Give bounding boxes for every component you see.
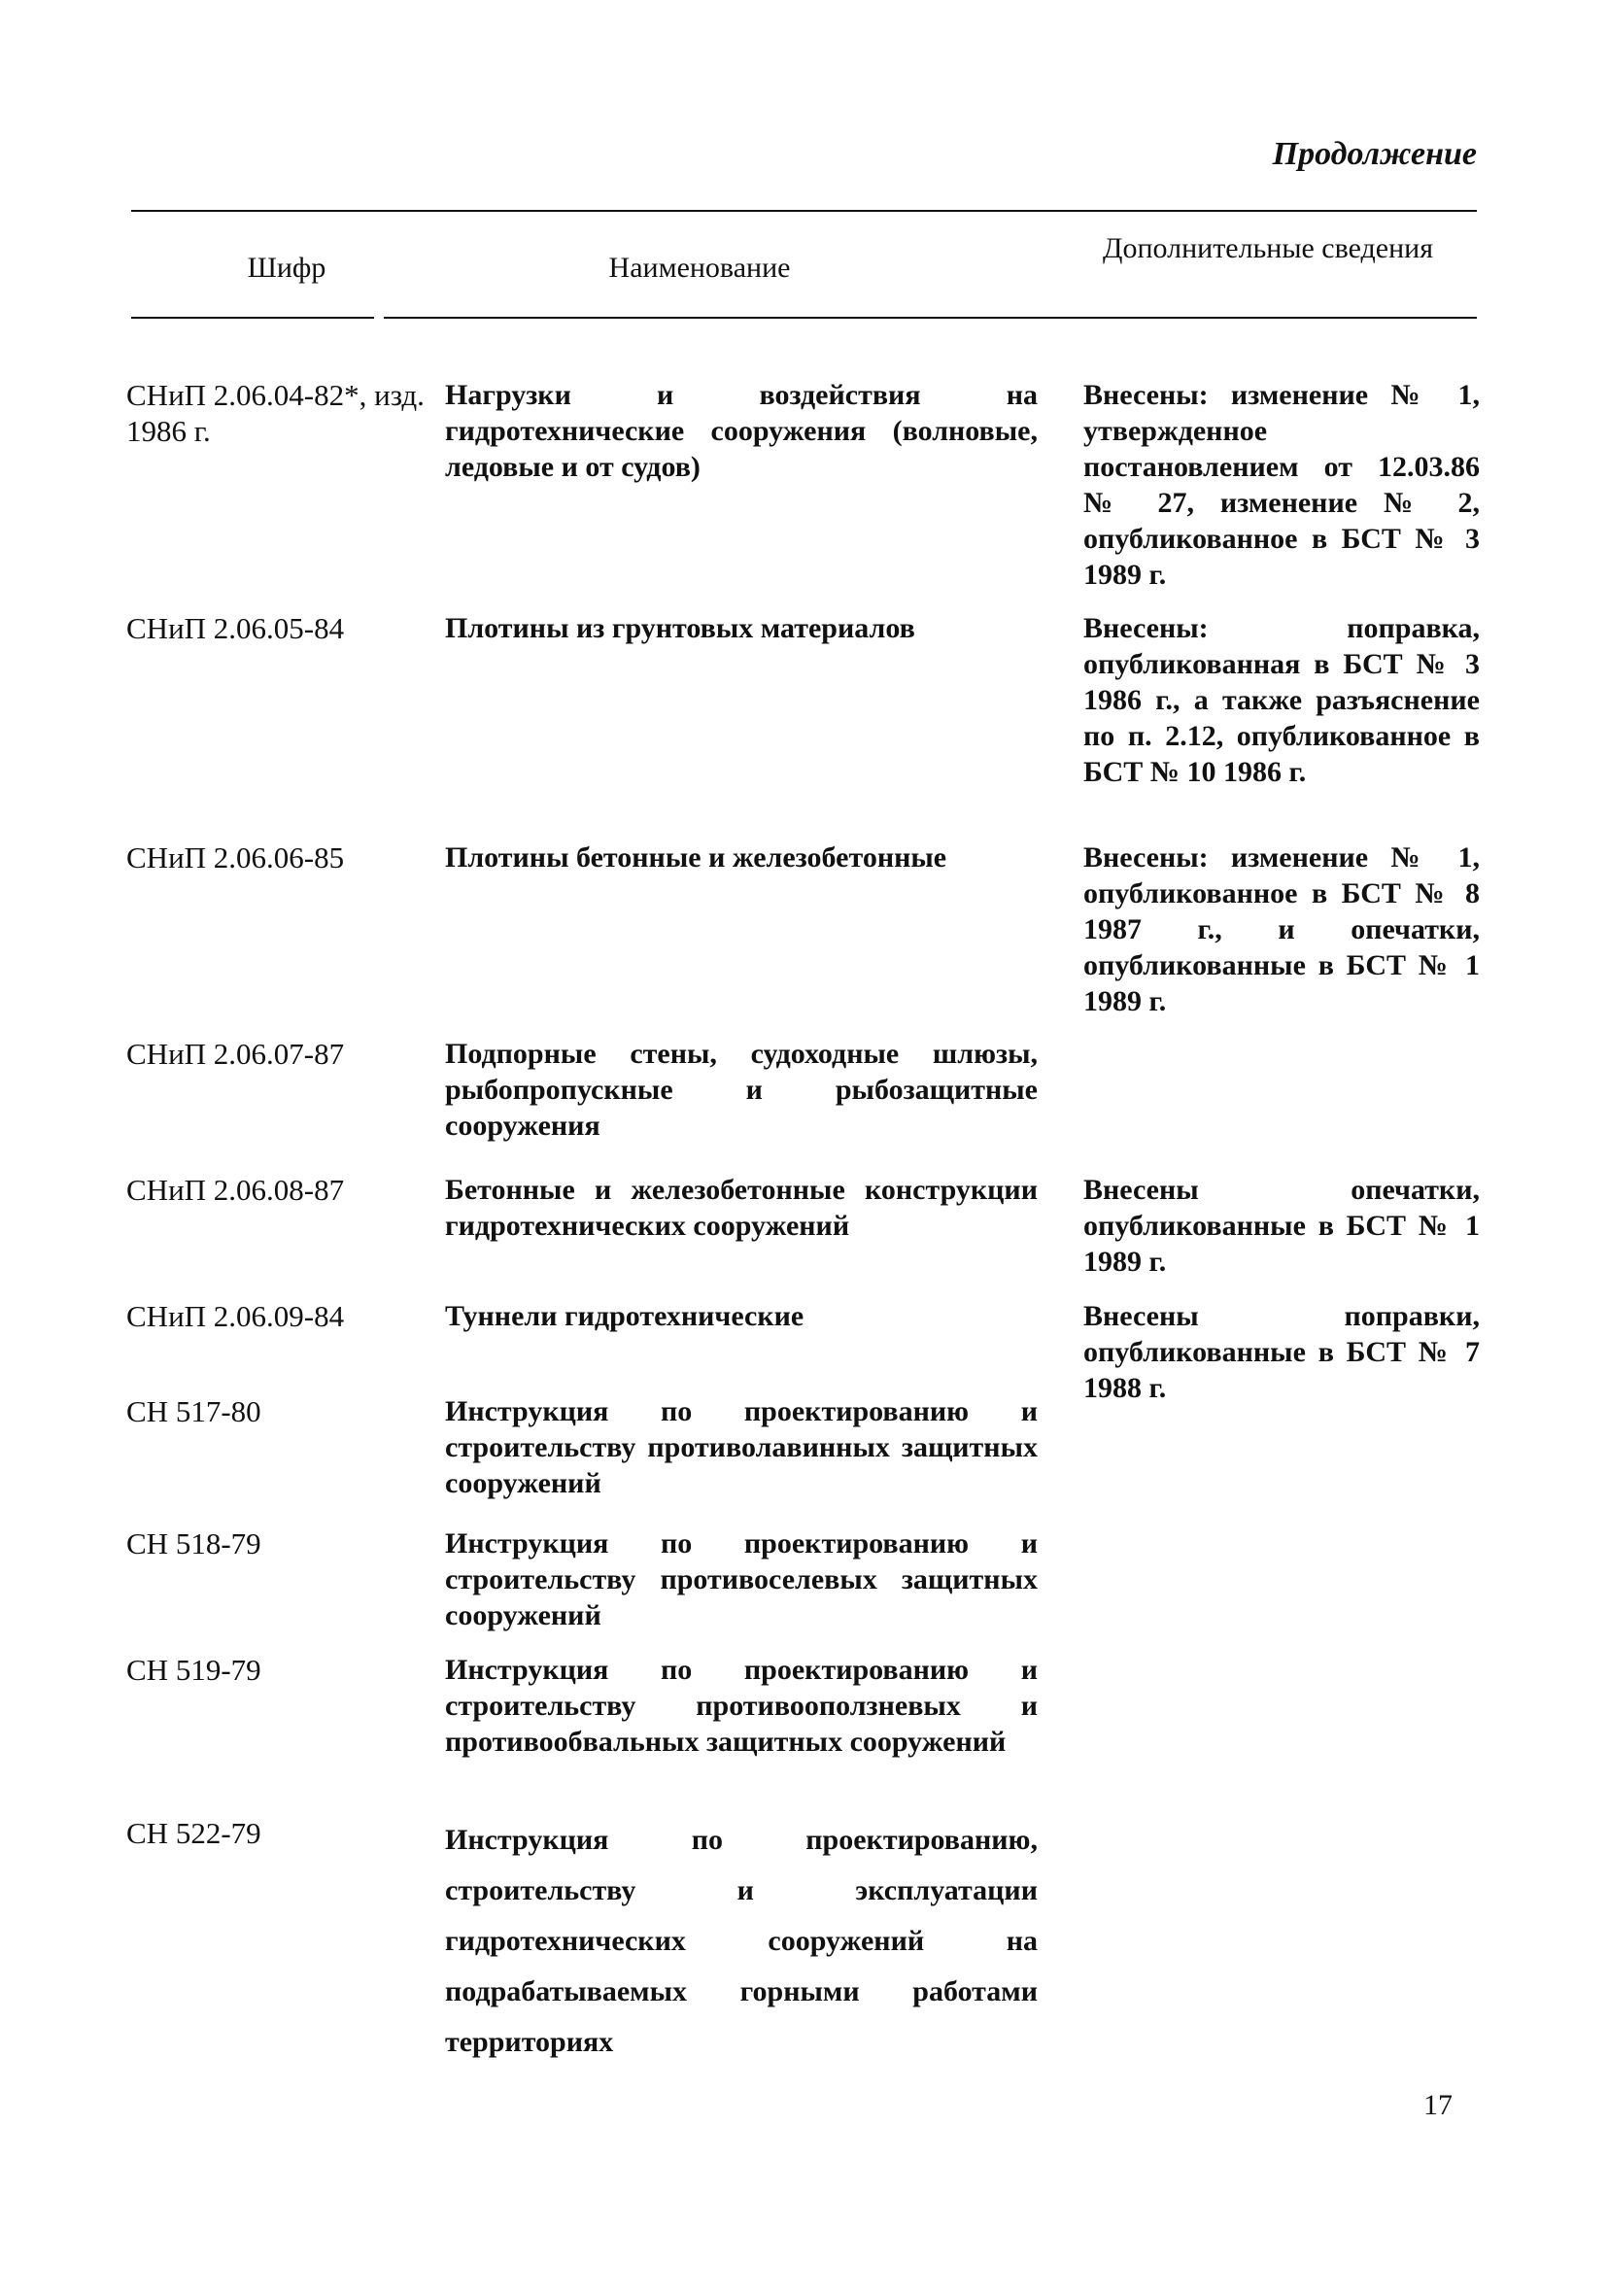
header-rule-left: [131, 317, 374, 319]
row-code: СНиП 2.06.08-87: [126, 1173, 345, 1207]
row-note: Внесены: поправка, опубликованная в БСТ № 3 1986 г., а также разъяснение по п. 2.12, опубликованное в БСТ № 10 1986 г.: [1083, 612, 1480, 788]
continued-label: Продолжение: [1272, 136, 1477, 172]
column-header-code: Шифр: [247, 252, 326, 284]
row-name: Инструкция по проектированию, строительству и эксплуатации гидротехнических сооружений на подрабатываемых горными работами территориях: [445, 1824, 1038, 2058]
row-code: СНиП 2.06.07-87: [126, 1037, 345, 1071]
row-code: СНиП 2.06.05-84: [126, 611, 345, 645]
row-name: Нагрузки и воздействия на гидротехнические сооружения (волновые, ледовые и от судов): [445, 379, 1038, 483]
row-name: Плотины бетонные и железобетонные: [445, 841, 947, 874]
row-code: СНиП 2.06.04-82*, изд. 1986 г.: [126, 378, 425, 448]
row-note: Внесены: изменение № 1, утвержденное постановлением от 12.03.86 № 27, изменение № 2, опубликованное в БСТ № 3 1989 г.: [1083, 379, 1480, 591]
header-rule-right: [384, 317, 1477, 319]
row-name: Бетонные и железобетонные конструкции гидротехнических сооружений: [445, 1174, 1038, 1242]
row-code: СН 522-79: [126, 1816, 261, 1850]
row-code: СНиП 2.06.06-85: [126, 840, 345, 874]
row-name: Инструкция по проектированию и строительству противооползневых и противообвальных защитных сооружений: [445, 1654, 1038, 1758]
row-code: СН 518-79: [126, 1526, 261, 1560]
row-name: Инструкция по проектированию и строительству противолавинных защитных сооружений: [445, 1395, 1038, 1499]
column-header-notes: Дополнительные сведения: [1102, 232, 1434, 264]
table-top-rule: [131, 210, 1477, 212]
row-name: Туннели гидротехнические: [445, 1300, 804, 1332]
page-number: 17: [1423, 2089, 1453, 2121]
row-code: СН 519-79: [126, 1653, 261, 1687]
row-note: Внесены опечатки, опубликованные в БСТ № 1 1989 г.: [1083, 1174, 1480, 1278]
row-note: Внесены поправки, опубликованные в БСТ № 7 1988 г.: [1083, 1300, 1480, 1404]
column-header-name: Наименование: [608, 252, 791, 284]
row-name: Инструкция по проектированию и строительству противоселевых защитных сооружений: [445, 1527, 1038, 1631]
row-name: Подпорные стены, судоходные шлюзы, рыбопропускные и рыбозащитные сооружения: [445, 1038, 1038, 1142]
row-code: СНиП 2.06.09-84: [126, 1299, 345, 1333]
row-name: Плотины из грунтовых материалов: [445, 612, 915, 644]
row-code: СН 517-80: [126, 1394, 261, 1428]
row-note: Внесены: изменение № 1, опубликованное в БСТ № 8 1987 г., и опечатки, опубликованные в БСТ № 1 1989 г.: [1083, 841, 1480, 1017]
